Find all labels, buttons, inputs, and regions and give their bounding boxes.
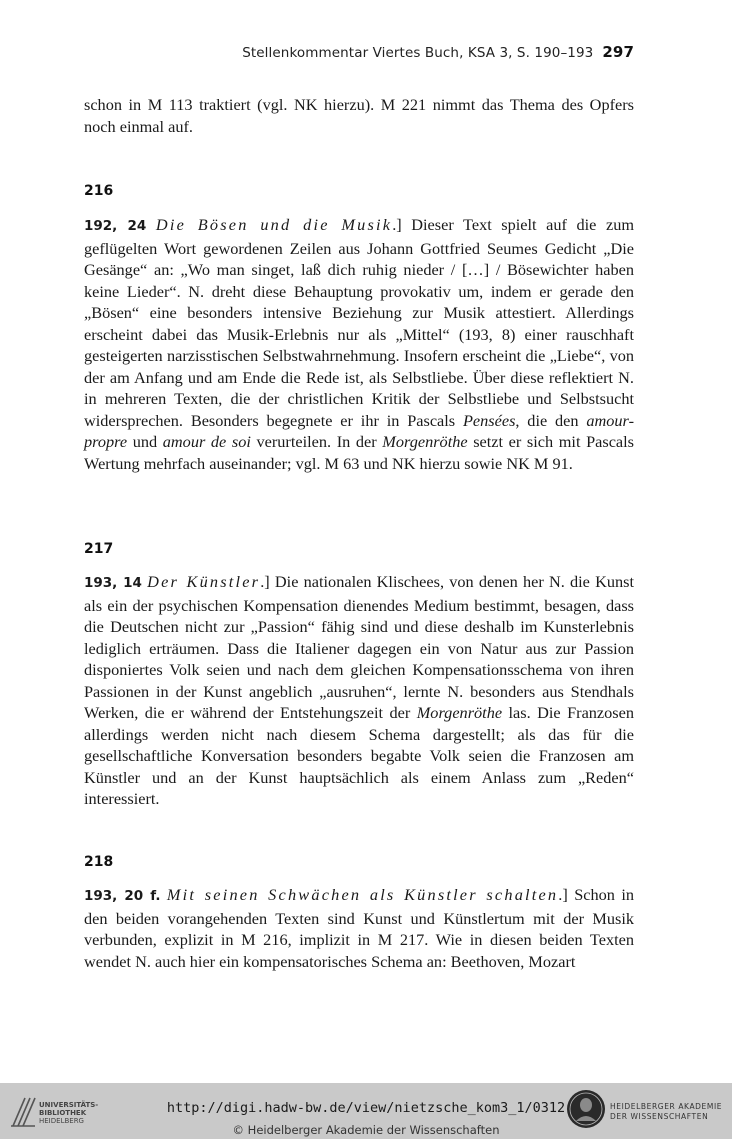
library-logo-line: HEIDELBERG [39,1117,84,1125]
text-run: setzt er sich mit Pascals Wertung mehrfach auseinander; vgl. M 63 und NK hierzu sowie NK M 91. [84,432,635,473]
line-reference: 192, 24 [84,218,147,234]
italic-term: Pensées [462,410,516,430]
section-217-body [84,571,634,810]
library-logo-line: UNIVERSITÄTS- [39,1101,99,1109]
text-run: Die nationalen Klischees, von denen her N. die Kunst als ein der psychischen Kompensation dienendes Medium bestimmt, besagen, dass die Deutschen nicht zur „Passion“ fähig sind und diese deshalb im Kunsterlebnis lediglich erträumen. Dass die Italiener dagegen ein von Natur aus zur Passion disponiertes Volk seien und nach dem gleichen Kompensationsschema von ihren Passionen in der Kunst angeblich „ausruhen“, lernte N. besonders aus Stendhals Werken, die er während der Entstehungszeit der [84,572,635,722]
digitization-footer [0,1083,732,1139]
academy-logo-line: HEIDELBERGER AKADEMIE [610,1102,723,1111]
italic-term: amour de soi [162,432,251,451]
section-216-body [84,214,634,474]
text-run: Dieser Text spielt auf die zum geflügelten Wort gewordenen Zeilen aus Johann Gottfried Seumes Gedicht „Die Gesänge“ an: „Wo man singet, laß dich ruhig nieder / […] / Bösewichter haben keine Lieder“. N. dreht diese Behauptung provokativ um, indem er gerade den „Bösen“ eine besonders intensive Beziehung zur Musik attestiert. Allerdings erscheint dabei das Musik-Erlebnis nur als „Mittel“ (193, 8) einer rauschhaft gesteigerten narzisstischen Selbstwahrnehmung. Insofern erscheint die „Liebe“, von der am Anfang und am Ende die Rede ist, als Selbstliebe. Über diese reflektiert N. in mehreren Texten, die der christlichen Kritik der Selbstliebe und Selbstsucht widersprechen. Besonders begegnete er ihr in Pascals [84,215,635,430]
section-number-216: 216 [84,183,114,199]
commentary-text [84,572,634,808]
section-number-218: 218 [84,854,114,870]
copyright-notice: © Heidelberger Akademie der Wissenschaften [232,1123,500,1137]
lemma: Die Bösen und die Musik [155,215,393,234]
text-run: las. Die Franzosen allerdings werden nicht nach diesem Schema dargestellt; als das für die gesellschaftliche Konversation besonders begabte Volk seien die Franzosen am Künstler und an der Kunst hauptsächlich als einem Anlass zum „Reden“ interessiert. [84,703,635,808]
commentary-text [84,215,634,473]
italic-term: Morgenröthe [416,703,503,722]
text-run: , die den [515,410,587,430]
running-header [84,43,634,61]
line-reference: 193, 20 f. [84,888,161,904]
intro-paragraph [84,94,634,137]
academy-seal-icon [564,1087,608,1131]
intro-text: schon in M 113 traktiert (vgl. NK hierzu). M 221 nimmt das Thema des Opfers noch einmal auf. [84,95,634,136]
commentary-paragraph: 193, 20 f. Mit seinen Schwächen als Künstler schalten.] Schon in den beiden vorangehenden Texten sind Kunst und Künstlertum mit der Musik verbunden, explizit in M 216, implizit in M 217. Wie in diesen beiden Texten wendet N. auch hier ein kompensatorisches Schema an: Beethoven, Mozart [84,885,634,971]
text-run: Schon in den beiden vorangehenden Texten sind Kunst und Künstlertum mit der Musik verbunden, explizit in M 216, implizit in M 217. Wie in diesen beiden Texten wendet N. auch hier ein kompensatorisches Schema an: Beethoven, Mozart [84,885,634,971]
italic-term: Morgenröthe [382,432,468,451]
commentary-paragraph: 192, 24 Die Bösen und die Musik.] Dieser Text spielt auf die zum geflügelten Wort gewordenen Zeilen aus Johann Gottfried Seumes Gedicht „Die Gesänge“ an: „Wo man singet, laß dich ruhig nieder / […] / Bösewichter haben keine Lieder“. N. dreht diese Behauptung provokativ um, indem er gerade den „Bösen“ eine besonders intensive Beziehung zur Musik attestiert. Allerdings erscheint dabei das Musik-Erlebnis nur als „Mittel“ (193, 8) einer rauschhaft gesteigerten narzisstischen Selbstwahrnehmung. Insofern erscheint die „Liebe“, von der am Anfang und am Ende die Rede ist, als Selbstliebe. Über diese reflektiert N. in mehreren Texten, die der christlichen Kritik der Selbstliebe und Selbstsucht widersprechen. Besonders begegnete er ihr in Pascals Pensées, die den amour-propre und amour de soi verurteilen. In der Morgenröthe setzt er sich mit Pascals Wertung mehrfach auseinander; vgl. M 63 und NK hierzu sowie NK M 91. [84,215,635,473]
library-logo-line: BIBLIOTHEK [39,1109,87,1117]
page-number: 297 [602,43,634,61]
line-reference: 193, 14 [84,575,142,591]
commentary-paragraph: 193, 14 Der Künstler.] Die nationalen Klischees, von denen her N. die Kunst als ein der psychischen Kompensation dienendes Medium bestimmt, besagen, dass die Deutschen nicht zur „Passion“ fähig sind und diese deshalb im Kunsterlebnis lediglich erträumen. Dass die Italiener dagegen ein von Natur aus zur Passion disponiertes Volk seien und nach dem gleichen Kompensationsschema von ihren Passionen in der Kunst angeblich „ausruhen“, lernte N. besonders aus Stendhals Werken, die er während der Entstehungszeit der Morgenröthe las. Die Franzosen allerdings werden nicht nach diesem Schema dargestellt; als das für die gesellschaftliche Konversation besonders begabte Volk seien die Franzosen am Künstler und an der Kunst hauptsächlich als einem Anlass zum „Reden“ interessiert. [84,572,635,808]
permalink-url[interactable]: http://digi.hadw-bw.de/view/nietzsche_kom3_1/0312 [166,1100,566,1116]
academy-logo [564,1087,732,1135]
running-title: Stellenkommentar Viertes Buch, KSA 3, S. 190–193 [242,45,594,61]
section-218-body [84,884,634,972]
lemma: Der Künstler [147,572,261,591]
italic-term: amour-propre [84,410,634,451]
academy-logo-line: DER WISSENSCHAFTEN [610,1112,709,1121]
text-run: verurteilen. In der [250,432,383,451]
text-run: und [127,432,163,451]
section-number-217: 217 [84,541,114,557]
lemma: Mit seinen Schwächen als Künstler schalten [166,885,559,904]
